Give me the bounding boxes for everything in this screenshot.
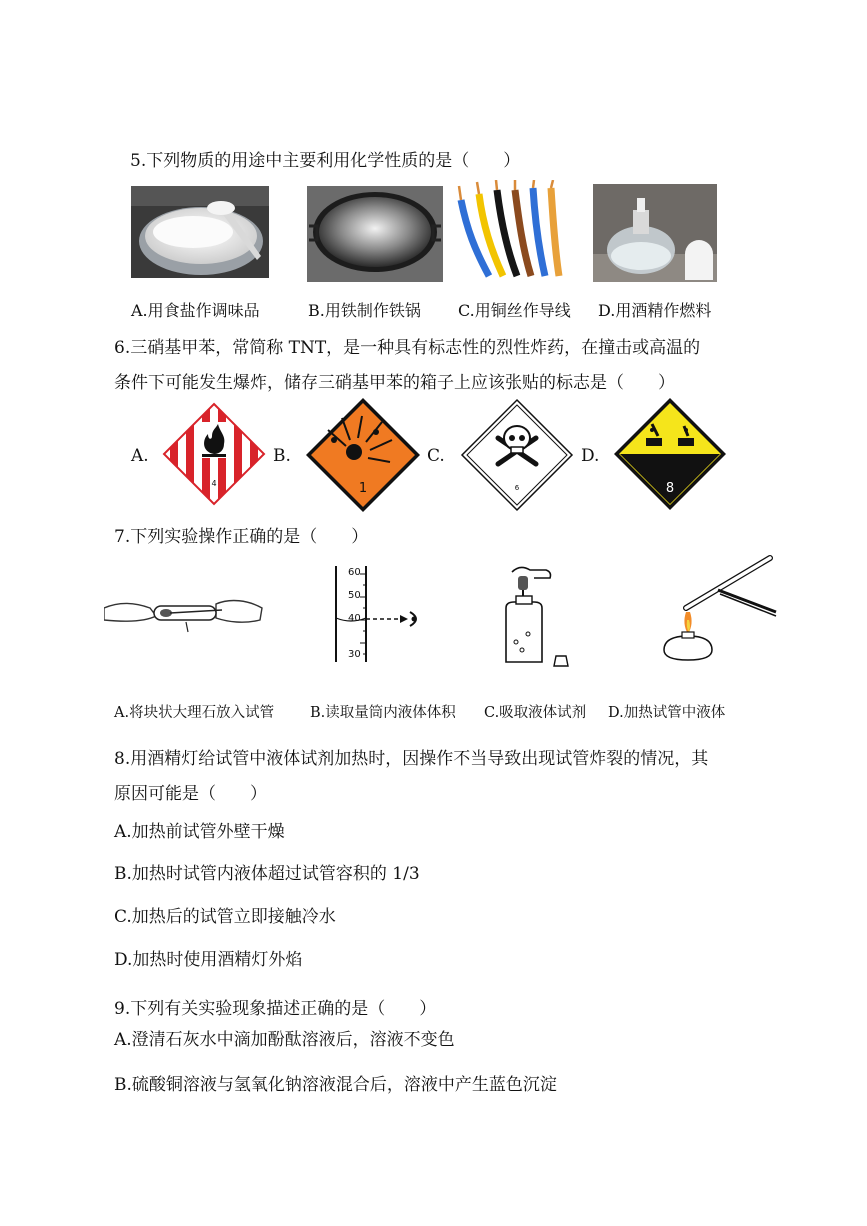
corrosive-sign-number: 8 [665, 481, 675, 496]
q6-option-b-label: B. [273, 446, 291, 466]
q7-stem: 7.下列实验操作正确的是（ ） [114, 527, 369, 547]
cylinder-tick-60: 60 [348, 567, 361, 578]
q9-option-b: B.硫酸铜溶液与氢氧化钠溶液混合后，溶液中产生蓝色沉淀 [114, 1075, 557, 1095]
dropper-drawing [494, 562, 574, 670]
q7-option-b: B.读取量筒内液体体积 [310, 705, 456, 721]
q7-option-a: A.将块状大理石放入试管 [114, 705, 275, 721]
q6-stem-line2: 条件下可能发生爆炸，储存三硝基甲苯的箱子上应该张贴的标志是（ ） [114, 373, 675, 393]
q8-option-a: A.加热前试管外壁干燥 [114, 822, 285, 842]
q6-option-c-label: C. [427, 446, 445, 466]
svg-text:6: 6 [514, 484, 520, 492]
explosive-sign-number: 1 [358, 481, 368, 496]
q6-stem-line1: 6.三硝基甲苯，常简称 TNT，是一种具有标志性的烈性炸药，在撞击或高温的 [114, 338, 701, 358]
q6-option-a-label: A. [131, 446, 149, 466]
q8-option-d: D.加热时使用酒精灯外焰 [114, 950, 303, 970]
q6-option-d-label: D. [581, 446, 600, 466]
q7-option-c: C.吸取液体试剂 [484, 705, 587, 721]
cylinder-tick-30: 30 [348, 649, 361, 660]
q8-option-b: B.加热时试管内液体超过试管容积的 1/3 [114, 864, 420, 884]
iron-wok-photo [307, 186, 443, 282]
q5-option-a: A.用食盐作调味品 [131, 301, 260, 320]
copper-wires-photo [455, 180, 571, 280]
alcohol-lamp-photo [593, 184, 717, 282]
q5-stem: 5.下列物质的用途中主要利用化学性质的是（ ） [130, 151, 521, 171]
q5-option-d: D.用酒精作燃料 [598, 301, 712, 320]
q7-option-d: D.加热试管中液体 [608, 705, 726, 721]
q8-stem-line1: 8.用酒精灯给试管中液体试剂加热时，因操作不当导致出现试管炸裂的情况，其 [114, 749, 709, 769]
q9-stem: 9.下列有关实验现象描述正确的是（ ） [114, 999, 437, 1019]
marble-into-tube-drawing [104, 586, 264, 636]
q5-option-b: B.用铁制作铁锅 [308, 301, 421, 320]
explosive-sign [304, 396, 422, 514]
corrosive-sign [612, 396, 728, 512]
toxic-skull-sign [460, 398, 574, 512]
cylinder-tick-40: 40 [348, 613, 361, 624]
q5-option-c: C.用铜丝作导线 [458, 301, 571, 320]
flammable-solid-sign [162, 402, 266, 506]
q8-option-c: C.加热后的试管立即接触冷水 [114, 907, 336, 927]
cylinder-tick-50: 50 [348, 590, 361, 601]
svg-text:4: 4 [211, 479, 217, 488]
q9-option-a: A.澄清石灰水中滴加酚酞溶液后，溶液不变色 [114, 1030, 455, 1050]
heating-tube-drawing [652, 550, 782, 666]
salt-bowl-photo [131, 186, 269, 278]
q8-stem-line2: 原因可能是（ ） [114, 784, 267, 804]
graduated-cylinder-reading-drawing [330, 564, 430, 664]
